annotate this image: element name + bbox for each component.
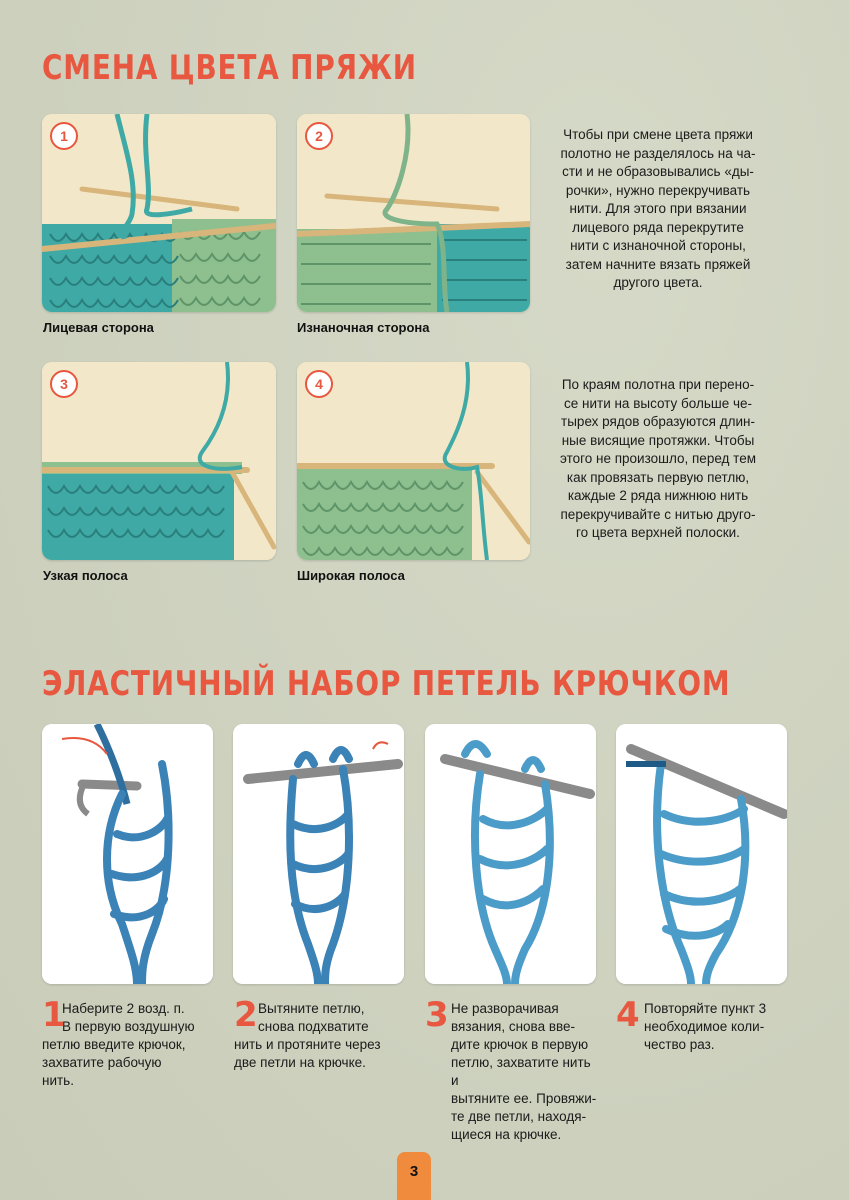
step-number-2: 2 — [234, 995, 258, 1035]
desc-line: По краям полотна при перено- — [561, 377, 755, 392]
step-line: Не разворачивая — [451, 1001, 559, 1016]
step-badge-2: 2 — [305, 122, 333, 150]
step-3 — [425, 995, 600, 1144]
step-line: петлю, захватите нить и — [451, 1055, 591, 1088]
step-number-1: 1 — [42, 995, 66, 1035]
illustration-panel-2 — [297, 114, 530, 312]
desc-line: го цвета верхней полоски. — [576, 525, 740, 540]
step-line: петлю введите крючок, — [42, 1037, 186, 1052]
step-line: снова подхватите — [258, 1019, 369, 1034]
step-line: вытяните ее. Провяжи- — [451, 1091, 597, 1106]
desc-line: нити. Для этого при вязании — [569, 201, 747, 216]
crochet-step-3-illustration — [425, 724, 596, 984]
step-4 — [616, 995, 791, 1054]
crochet-panel-1 — [42, 724, 213, 984]
step-badge-1: 1 — [50, 122, 78, 150]
description-color-change-2 — [540, 376, 776, 543]
desc-line: сти и не образовывались «ды- — [562, 164, 754, 179]
knitting-back-illustration — [297, 114, 530, 312]
step-line: нить и протяните через — [234, 1037, 381, 1052]
desc-line: нити с изнаночной стороны, — [570, 238, 746, 253]
step-line: Повторяйте пункт 3 — [644, 1001, 767, 1016]
desc-line: затем начните вязать пряжей — [565, 256, 751, 272]
desc-line: этого не произошло, перед тем — [559, 451, 756, 466]
desc-line: каждые 2 ряда нижнюю нить — [567, 488, 749, 503]
crochet-step-4-illustration — [616, 724, 787, 984]
step-line: захватите рабочую — [42, 1055, 162, 1070]
desc-line: се нити на высоту больше че- — [564, 395, 752, 411]
crochet-panel-2 — [233, 724, 404, 984]
desc-line: полотно не разделялось на ча- — [560, 145, 756, 161]
description-color-change-1 — [540, 126, 776, 293]
desc-line: другого цвета. — [613, 275, 703, 290]
step-1 — [42, 995, 217, 1090]
desc-line: ные висящие протяжки. Чтобы — [561, 432, 755, 448]
step-line: те две петли, находя- — [451, 1109, 587, 1124]
desc-line: рочки», нужно перекручивать — [565, 182, 751, 198]
step-line: дите крючок в первую — [451, 1037, 589, 1052]
step-text-3 — [425, 995, 600, 1144]
crochet-panel-3 — [425, 724, 596, 984]
crochet-step-1-illustration — [42, 724, 213, 984]
illustration-panel-4 — [297, 362, 530, 560]
step-line: чество раз. — [644, 1037, 715, 1052]
step-text-1 — [42, 995, 217, 1090]
narrow-stripe-illustration — [42, 362, 276, 560]
desc-line: как провязать первую петлю, — [566, 469, 750, 485]
step-line: В первую воздушную — [62, 1019, 195, 1034]
desc-line: Чтобы при смене цвета пряжи — [563, 127, 753, 142]
panel-caption-3: Узкая полоса — [43, 568, 128, 583]
page-number: 3 — [397, 1152, 431, 1200]
crochet-panel-4 — [616, 724, 787, 984]
step-line: вязания, снова вве- — [451, 1019, 576, 1034]
knitting-front-illustration — [42, 114, 276, 312]
step-badge-4: 4 — [305, 370, 333, 398]
illustration-panel-1 — [42, 114, 276, 312]
step-line: Наберите 2 возд. п. — [62, 1001, 185, 1016]
step-line: Вытяните петлю, — [258, 1001, 365, 1016]
step-number-4: 4 — [616, 995, 640, 1035]
panel-caption-4: Широкая полоса — [297, 568, 405, 583]
section-title-elastic-caston: ЭЛАСТИЧНЫЙ НАБОР ПЕТЕЛЬ КРЮЧКОМ — [42, 664, 731, 704]
wide-stripe-illustration — [297, 362, 530, 560]
desc-line: лицевого ряда перекрутите — [572, 219, 744, 235]
step-number-3: 3 — [425, 995, 449, 1035]
step-2 — [234, 995, 409, 1072]
step-line: две петли на крючке. — [234, 1055, 366, 1070]
step-text-4 — [616, 995, 791, 1054]
step-badge-3: 3 — [50, 370, 78, 398]
step-line: необходимое коли- — [644, 1019, 765, 1034]
desc-line: перекручивайте с нитью друго- — [560, 506, 756, 522]
step-line: нить. — [42, 1073, 74, 1088]
crochet-step-2-illustration — [233, 724, 404, 984]
illustration-panel-3 — [42, 362, 276, 560]
section-title-color-change: СМЕНА ЦВЕТА ПРЯЖИ — [42, 48, 417, 88]
panel-caption-2: Изнаночная сторона — [297, 320, 430, 335]
step-line: щиеся на крючке. — [451, 1127, 562, 1142]
panel-caption-1: Лицевая сторона — [43, 320, 154, 335]
desc-line: тырех рядов образуются длин- — [561, 414, 755, 429]
step-text-2 — [234, 995, 409, 1072]
